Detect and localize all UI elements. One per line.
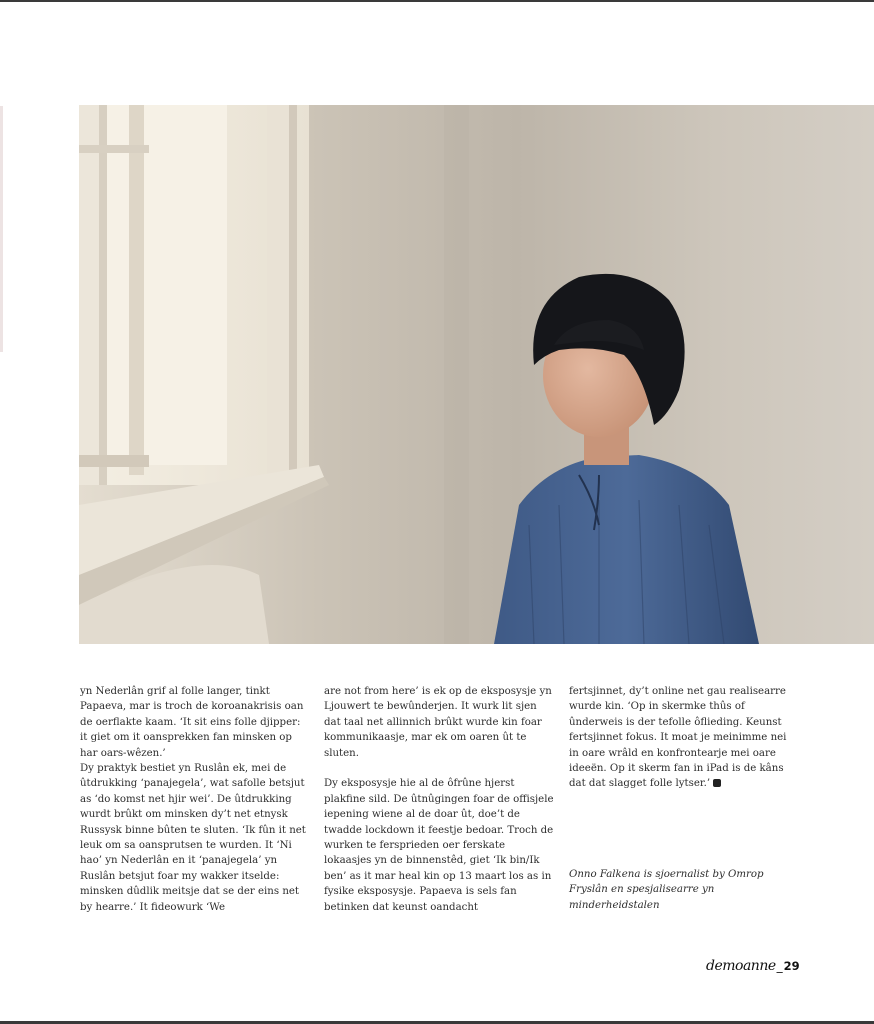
paragraph: yn Nederlân grif al folle langer, tinkt Papaeva, mar is troch de koroanakrisis oan de oerflakte kaam. ‘It sit eins folle djipper: it giet om it oansprekken fan minsken op har oars-wêzen.’ [80, 686, 304, 759]
text-column-1 [80, 684, 310, 915]
author-credit: Onno Falkena is sjoernalist by Omrop Fryslân en spesjalisearre yn minderheidstalen [569, 869, 764, 911]
paragraph-gap [324, 761, 554, 776]
text-column-2 [324, 684, 554, 915]
paragraph: Dy praktyk bestiet yn Ruslân ek, mei de ûtdrukking ‘panajegela’, wat safolle betsjut as ‘do komst net hjir wei’. De ûtdrukking wurdt brûkt om minsken dy’t net etnysk Russysk binne bûten te sluten. ‘Ik fûn it net leuk om sa oansprutsen te wurden. It ‘Ni hao’ yn Nederlân en it ‘panajegela’ yn Ruslân betsjut foar my wakker itselde: minsken dûdlik meitsje dat se der eins net by hearre.’ It fideowurk ‘We [80, 763, 306, 913]
paragraph-text: fertsjinnet, dy’t online net gau realisearre wurde kin. ‘Op in skermke thûs of ûnderweis is der tefolle ôflieding. Keunst fertsjinnet fokus. It moat je meinimme nei in oare wrâld en konfrontearje mei oare ideeën. Op it skerm fan in iPad is de kâns dat dat slagget folle lytser.’ [569, 686, 787, 790]
paragraph [569, 684, 799, 792]
end-mark-icon [713, 779, 721, 787]
text-column-3 [569, 684, 799, 792]
paragraph: Dy eksposysje hie al de ôfrûne hjerst plakfine sild. De ûtnûgingen foar de offisjele iepening wiene al de doar ût, doe’t de twadde lockdown it feestje bedoar. Troch de wurken te fersprieden oer ferskate lokaasjes yn de binnenstêd, giet ‘Ik bin/Ik ben’ as it mar heal kin op 13 maart los as in fysike eksposysje. Papaeva is sels fan betinken dat keunst oandacht [324, 778, 554, 913]
portrait-photo [79, 105, 874, 644]
footer-separator: _ [776, 959, 783, 973]
photo-illustration [79, 105, 874, 644]
top-rule [0, 0, 874, 2]
page-number: 29 [783, 959, 800, 973]
page-footer [706, 958, 800, 980]
page-edge-mark [0, 106, 3, 352]
paragraph: are not from here’ is ek op de eksposysje yn Ljouwert te bewûnderjen. It wurk lit sjen dat taal net allinnich brûkt wurde kin foar kommunikaasje, mar ek om oaren ût te sluten. [324, 686, 552, 759]
magazine-logo: demoanne [706, 958, 776, 974]
